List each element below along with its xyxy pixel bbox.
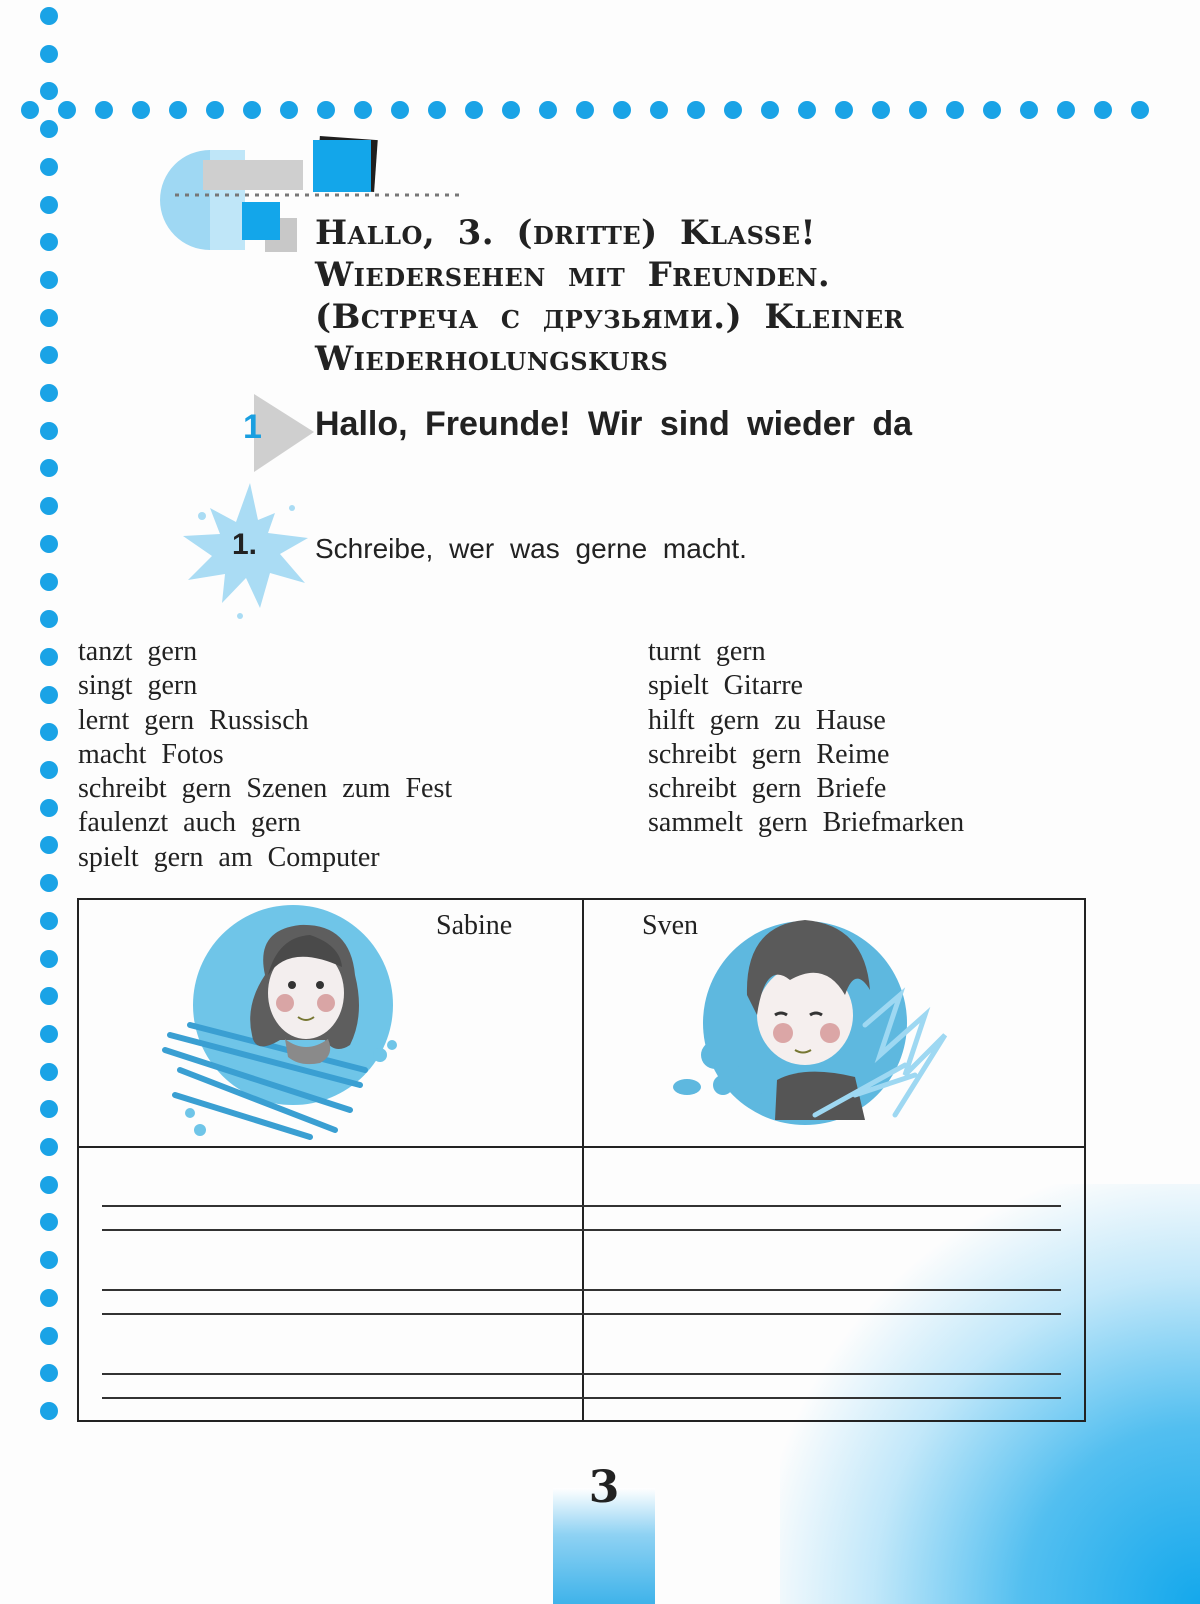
phrase-list-right xyxy=(648,635,964,841)
border-dot xyxy=(40,158,58,176)
border-dot xyxy=(40,761,58,779)
border-dot xyxy=(40,120,58,138)
writing-line xyxy=(102,1205,1061,1207)
border-dot xyxy=(761,101,779,119)
phrase-item: sammelt gern Briefmarken xyxy=(648,807,965,839)
border-dot xyxy=(206,101,224,119)
border-dot xyxy=(40,1289,58,1307)
phrase-item: spielt gern am Computer xyxy=(78,841,380,873)
border-dot xyxy=(40,874,58,892)
chapter-title-line: (Встреча с друзьями.) Kleiner xyxy=(315,297,905,337)
border-dot xyxy=(40,573,58,591)
border-dot xyxy=(40,799,58,817)
phrase-item: macht Fotos xyxy=(78,738,224,770)
border-dot xyxy=(1094,101,1112,119)
border-dot xyxy=(1131,101,1149,119)
writing-line xyxy=(102,1373,1061,1375)
border-dot xyxy=(798,101,816,119)
border-dot xyxy=(40,1251,58,1269)
border-dot xyxy=(280,101,298,119)
girl-portrait-illustration xyxy=(160,905,410,1145)
border-dot xyxy=(40,836,58,854)
border-dot xyxy=(391,101,409,119)
phrase-item: lernt gern Russisch xyxy=(78,704,309,736)
chapter-title-line: Wiedersehen mit Freunden. xyxy=(315,255,831,295)
border-dot xyxy=(40,950,58,968)
phrase-item: tanzt gern xyxy=(78,636,198,667)
border-dot xyxy=(539,101,557,119)
border-dot xyxy=(576,101,594,119)
border-dot xyxy=(428,101,446,119)
border-dot xyxy=(1020,101,1038,119)
chapter-title xyxy=(315,212,1035,380)
border-dot xyxy=(21,101,39,119)
border-dot xyxy=(40,309,58,327)
section-title: Hallo, Freunde! Wir sind wieder da xyxy=(315,405,912,443)
writing-line xyxy=(102,1229,1061,1231)
border-dot xyxy=(40,1100,58,1118)
border-dot xyxy=(835,101,853,119)
border-dot xyxy=(40,233,58,251)
phrase-item: singt gern xyxy=(78,670,198,702)
phrase-item: hilft gern zu Hause xyxy=(648,704,886,736)
border-dot xyxy=(40,1176,58,1194)
border-dot xyxy=(40,422,58,440)
border-dot xyxy=(946,101,964,119)
border-dot xyxy=(40,723,58,741)
border-dot xyxy=(40,7,58,25)
table-row-divider xyxy=(79,1146,1084,1148)
writing-line xyxy=(102,1313,1061,1315)
border-dot xyxy=(983,101,1001,119)
girl-name-label: Sabine xyxy=(436,910,513,941)
border-dot xyxy=(40,1327,58,1345)
border-dot xyxy=(40,271,58,289)
boy-name-label: Sven xyxy=(642,910,698,941)
writing-line xyxy=(102,1397,1061,1399)
phrase-item: schreibt gern Reime xyxy=(648,738,890,770)
border-dot xyxy=(317,101,335,119)
phrase-item: spielt Gitarre xyxy=(648,670,803,702)
border-dot xyxy=(354,101,372,119)
border-dot xyxy=(40,1364,58,1382)
phrase-item: schreibt gern Szenen zum Fest xyxy=(78,773,453,805)
border-dot xyxy=(40,497,58,515)
phrase-item: faulenzt auch gern xyxy=(78,807,301,839)
border-dot xyxy=(58,101,76,119)
writing-line xyxy=(102,1289,1061,1291)
chapter-title-line: Wiederholungskurs xyxy=(315,339,669,379)
border-dot xyxy=(40,1025,58,1043)
border-dot xyxy=(40,686,58,704)
border-dot xyxy=(872,101,890,119)
boy-portrait-illustration xyxy=(665,905,985,1140)
border-dot xyxy=(169,101,187,119)
border-dot xyxy=(40,459,58,477)
border-dot xyxy=(40,82,58,100)
border-dot xyxy=(465,101,483,119)
border-dot xyxy=(613,101,631,119)
border-dot xyxy=(40,1402,58,1420)
page-number: 3 xyxy=(588,1462,620,1513)
border-dot xyxy=(40,45,58,63)
border-dot xyxy=(40,610,58,628)
border-dot xyxy=(1057,101,1075,119)
border-dot xyxy=(243,101,261,119)
border-dot xyxy=(40,648,58,666)
border-dot xyxy=(502,101,520,119)
phrase-item: turnt gern xyxy=(648,636,766,667)
border-dot xyxy=(40,384,58,402)
border-dot xyxy=(724,101,742,119)
border-dot xyxy=(40,1138,58,1156)
border-dot xyxy=(95,101,113,119)
border-dot xyxy=(40,535,58,553)
chapter-title-line: Hallo, 3. (dritte) Klasse! xyxy=(315,213,816,253)
border-dot xyxy=(40,987,58,1005)
border-dot xyxy=(687,101,705,119)
table-column-divider xyxy=(582,900,584,1420)
task-instruction: Schreibe, wer was gerne macht. xyxy=(315,533,747,564)
border-dot xyxy=(40,1063,58,1081)
section-number: 1 xyxy=(243,408,262,446)
border-dot xyxy=(650,101,668,119)
border-dot xyxy=(909,101,927,119)
phrase-item: schreibt gern Briefe xyxy=(648,773,887,805)
border-dot xyxy=(40,196,58,214)
border-dot xyxy=(132,101,150,119)
section-arrow-icon xyxy=(252,392,320,474)
border-dot xyxy=(40,912,58,930)
phrase-list-left xyxy=(78,635,452,875)
border-dot xyxy=(40,346,58,364)
task-number: 1. xyxy=(232,528,258,561)
border-dot xyxy=(40,1213,58,1231)
